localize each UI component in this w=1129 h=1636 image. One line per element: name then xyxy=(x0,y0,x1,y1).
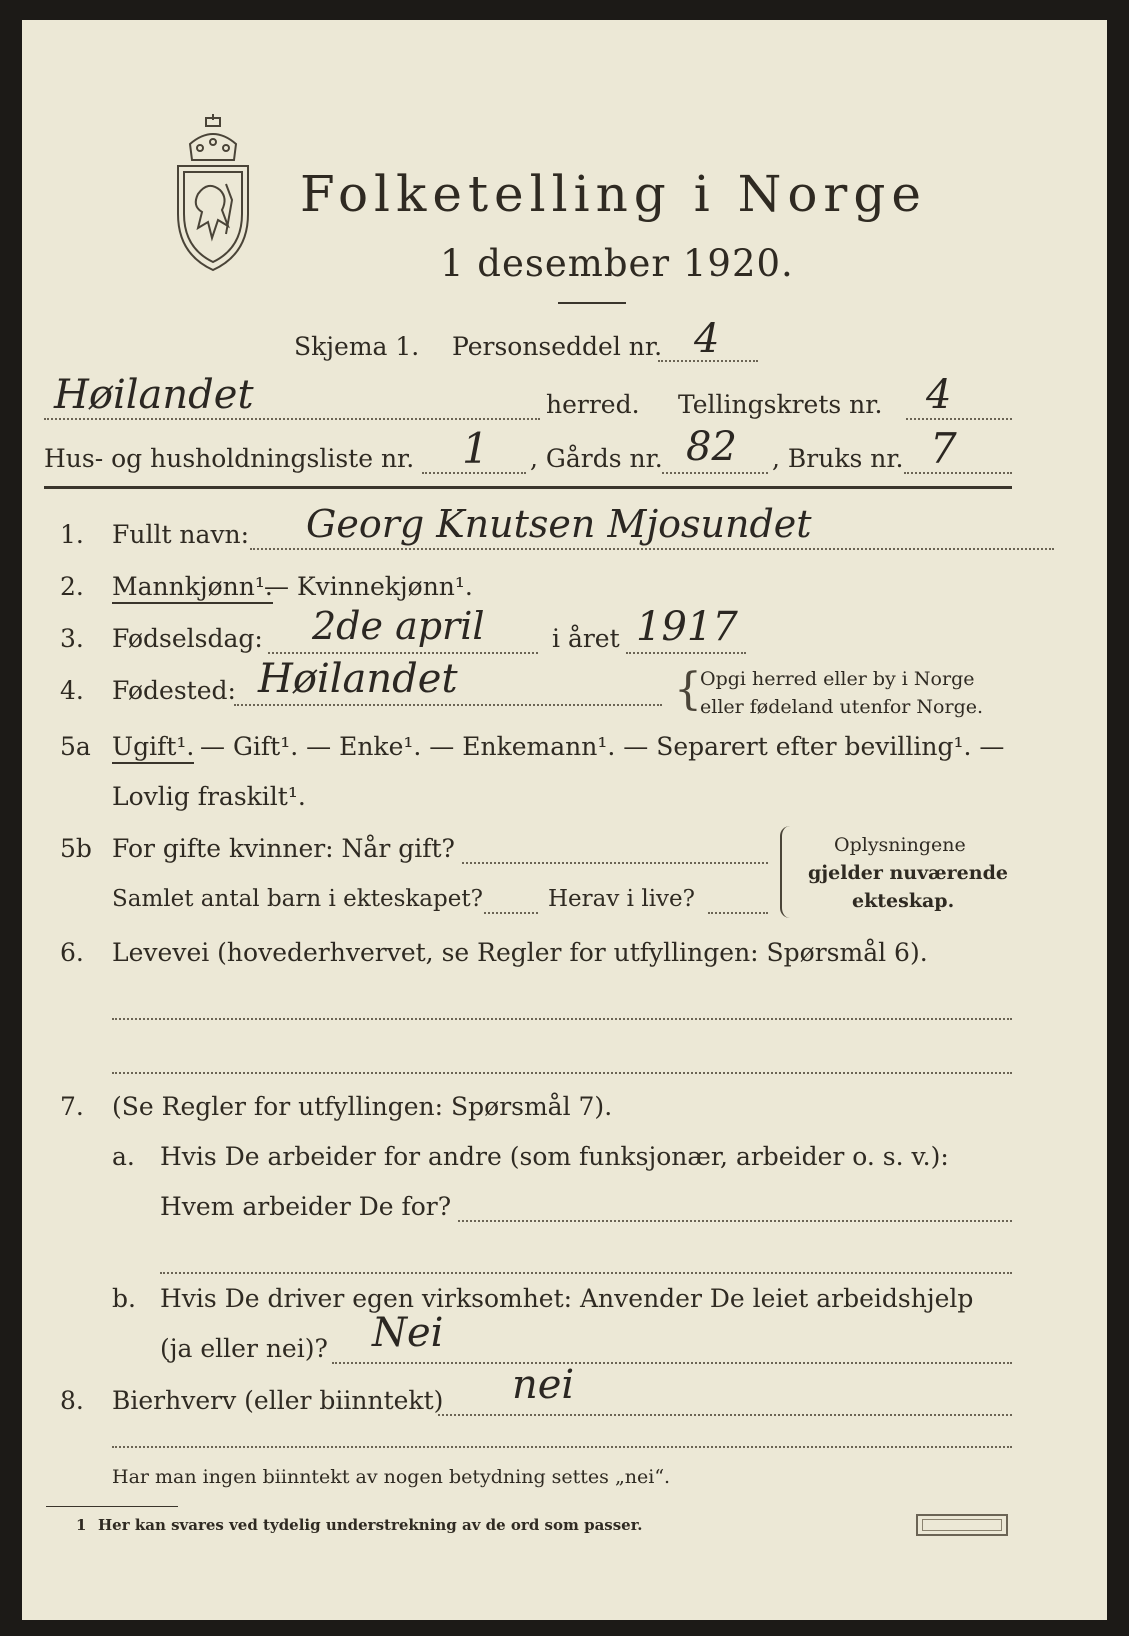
q5b-number: 5b xyxy=(60,834,92,863)
q3-day-line xyxy=(268,652,538,654)
q5a-ugift-option: Ugift¹. xyxy=(112,732,194,764)
q5b-when-line xyxy=(462,862,768,864)
q1-number: 1. xyxy=(60,520,84,549)
q6-label: Levevei (hovederhvervet, se Regler for utfyllingen: Spørsmål 6). xyxy=(112,938,928,967)
q4-number: 4. xyxy=(60,676,84,705)
q5b-note-line1: Oplysningene xyxy=(834,834,966,856)
q6-number: 6. xyxy=(60,938,84,967)
q4-note-line2: eller fødeland utenfor Norge. xyxy=(700,696,984,718)
herred-value: Høilandet xyxy=(54,372,254,418)
q5b-bracket xyxy=(780,826,792,918)
coat-of-arms-icon xyxy=(168,114,258,274)
q7a-letter: a. xyxy=(112,1142,135,1171)
q7a-who-label: Hvem arbeider De for? xyxy=(160,1192,452,1221)
q3-year-value: 1917 xyxy=(636,604,738,650)
q2-number: 2. xyxy=(60,572,84,601)
q4-value: Høilandet xyxy=(258,656,458,702)
q6-line1 xyxy=(112,1018,1012,1020)
husliste-label: Hus- og husholdningsliste nr. xyxy=(44,444,415,473)
footnote-divider xyxy=(46,1506,178,1507)
q6-line2 xyxy=(112,1072,1012,1074)
q3-year-line xyxy=(626,652,746,654)
q5a-other-options: — Gift¹. — Enke¹. — Enkemann¹. — Separert efter bevilling¹. — xyxy=(200,732,1005,761)
printer-stamp xyxy=(916,1514,1008,1536)
gards-label: , Gårds nr. xyxy=(530,444,663,473)
q2-female-option: — Kvinnekjønn¹. xyxy=(264,572,473,601)
bruks-value: 7 xyxy=(930,424,957,473)
q4-note-line1: Opgi herred eller by i Norge xyxy=(700,668,975,690)
q7a-label: Hvis De arbeider for andre (som funksjonær, arbeider o. s. v.): xyxy=(160,1142,949,1171)
tellingskrets-line xyxy=(906,418,1012,420)
q7b-line xyxy=(332,1362,1012,1364)
q2-male-option: Mannkjønn¹. xyxy=(112,572,273,604)
q5b-children-label: Samlet antal barn i ekteskapet? xyxy=(112,886,483,912)
q5b-label: For gifte kvinner: Når gift? xyxy=(112,834,455,863)
q3-day-value: 2de april xyxy=(312,604,485,648)
skjema-label: Skjema 1. xyxy=(294,332,420,361)
q4-label: Fødested: xyxy=(112,676,236,705)
personseddel-value: 4 xyxy=(694,316,720,362)
footnote-text: Her kan svares ved tydelig understrekning av de ord som passer. xyxy=(98,1516,643,1534)
q7b-label: Hvis De driver egen virksomhet: Anvender De leiet arbeidshjelp xyxy=(160,1284,974,1313)
q5a-fraskilt-option: Lovlig fraskilt¹. xyxy=(112,782,306,811)
q5a-number: 5a xyxy=(60,732,91,761)
q4-brace: { xyxy=(674,664,702,715)
q8-value: nei xyxy=(512,1362,575,1408)
q5b-alive-line xyxy=(708,912,768,914)
q7a-who-line xyxy=(458,1220,1012,1222)
q8-line xyxy=(438,1414,1012,1416)
husliste-value: 1 xyxy=(462,424,489,473)
q7b-letter: b. xyxy=(112,1284,136,1313)
gards-value: 82 xyxy=(686,424,737,470)
tellingskrets-value: 4 xyxy=(926,372,952,418)
footnote-number: 1 xyxy=(76,1516,87,1534)
q1-label: Fullt navn: xyxy=(112,520,250,549)
bruks-label: , Bruks nr. xyxy=(772,444,904,473)
herred-label: herred. xyxy=(546,390,640,419)
q4-line xyxy=(234,704,662,706)
section-divider xyxy=(44,486,1012,489)
q8-label: Bierhverv (eller biinntekt) xyxy=(112,1386,444,1415)
q7-number: 7. xyxy=(60,1092,84,1121)
q5b-children-line xyxy=(484,912,538,914)
gards-line xyxy=(662,472,768,474)
q3-number: 3. xyxy=(60,624,84,653)
tellingskrets-label: Tellingskrets nr. xyxy=(678,390,883,419)
form-title: Folketelling i Norge xyxy=(300,165,927,223)
q7b-yesno-label: (ja eller nei)? xyxy=(160,1334,328,1363)
herred-line xyxy=(44,418,540,420)
footer-note: Har man ingen biinntekt av nogen betydning settes „nei“. xyxy=(112,1466,671,1488)
q5b-note-line2: gjelder nuværende xyxy=(808,862,1008,884)
q8-number: 8. xyxy=(60,1386,84,1415)
q3-label: Fødselsdag: xyxy=(112,624,263,653)
divider xyxy=(558,302,626,304)
q5b-note-line3: ekteskap. xyxy=(852,890,955,912)
q7-label: (Se Regler for utfyllingen: Spørsmål 7). xyxy=(112,1092,613,1121)
q8-extra-line xyxy=(112,1446,1012,1448)
q3-year-label: i året xyxy=(552,624,620,653)
q7a-extra-line xyxy=(160,1272,1012,1274)
q1-line xyxy=(250,548,1054,550)
q1-value: Georg Knutsen Mjosundet xyxy=(306,502,812,546)
q5b-alive-label: Herav i live? xyxy=(548,886,695,912)
census-date: 1 desember 1920. xyxy=(440,242,794,285)
census-form xyxy=(22,20,1107,1620)
q7b-value: Nei xyxy=(372,1310,444,1356)
personseddel-label: Personseddel nr. xyxy=(452,332,663,361)
bruks-line xyxy=(904,472,1012,474)
